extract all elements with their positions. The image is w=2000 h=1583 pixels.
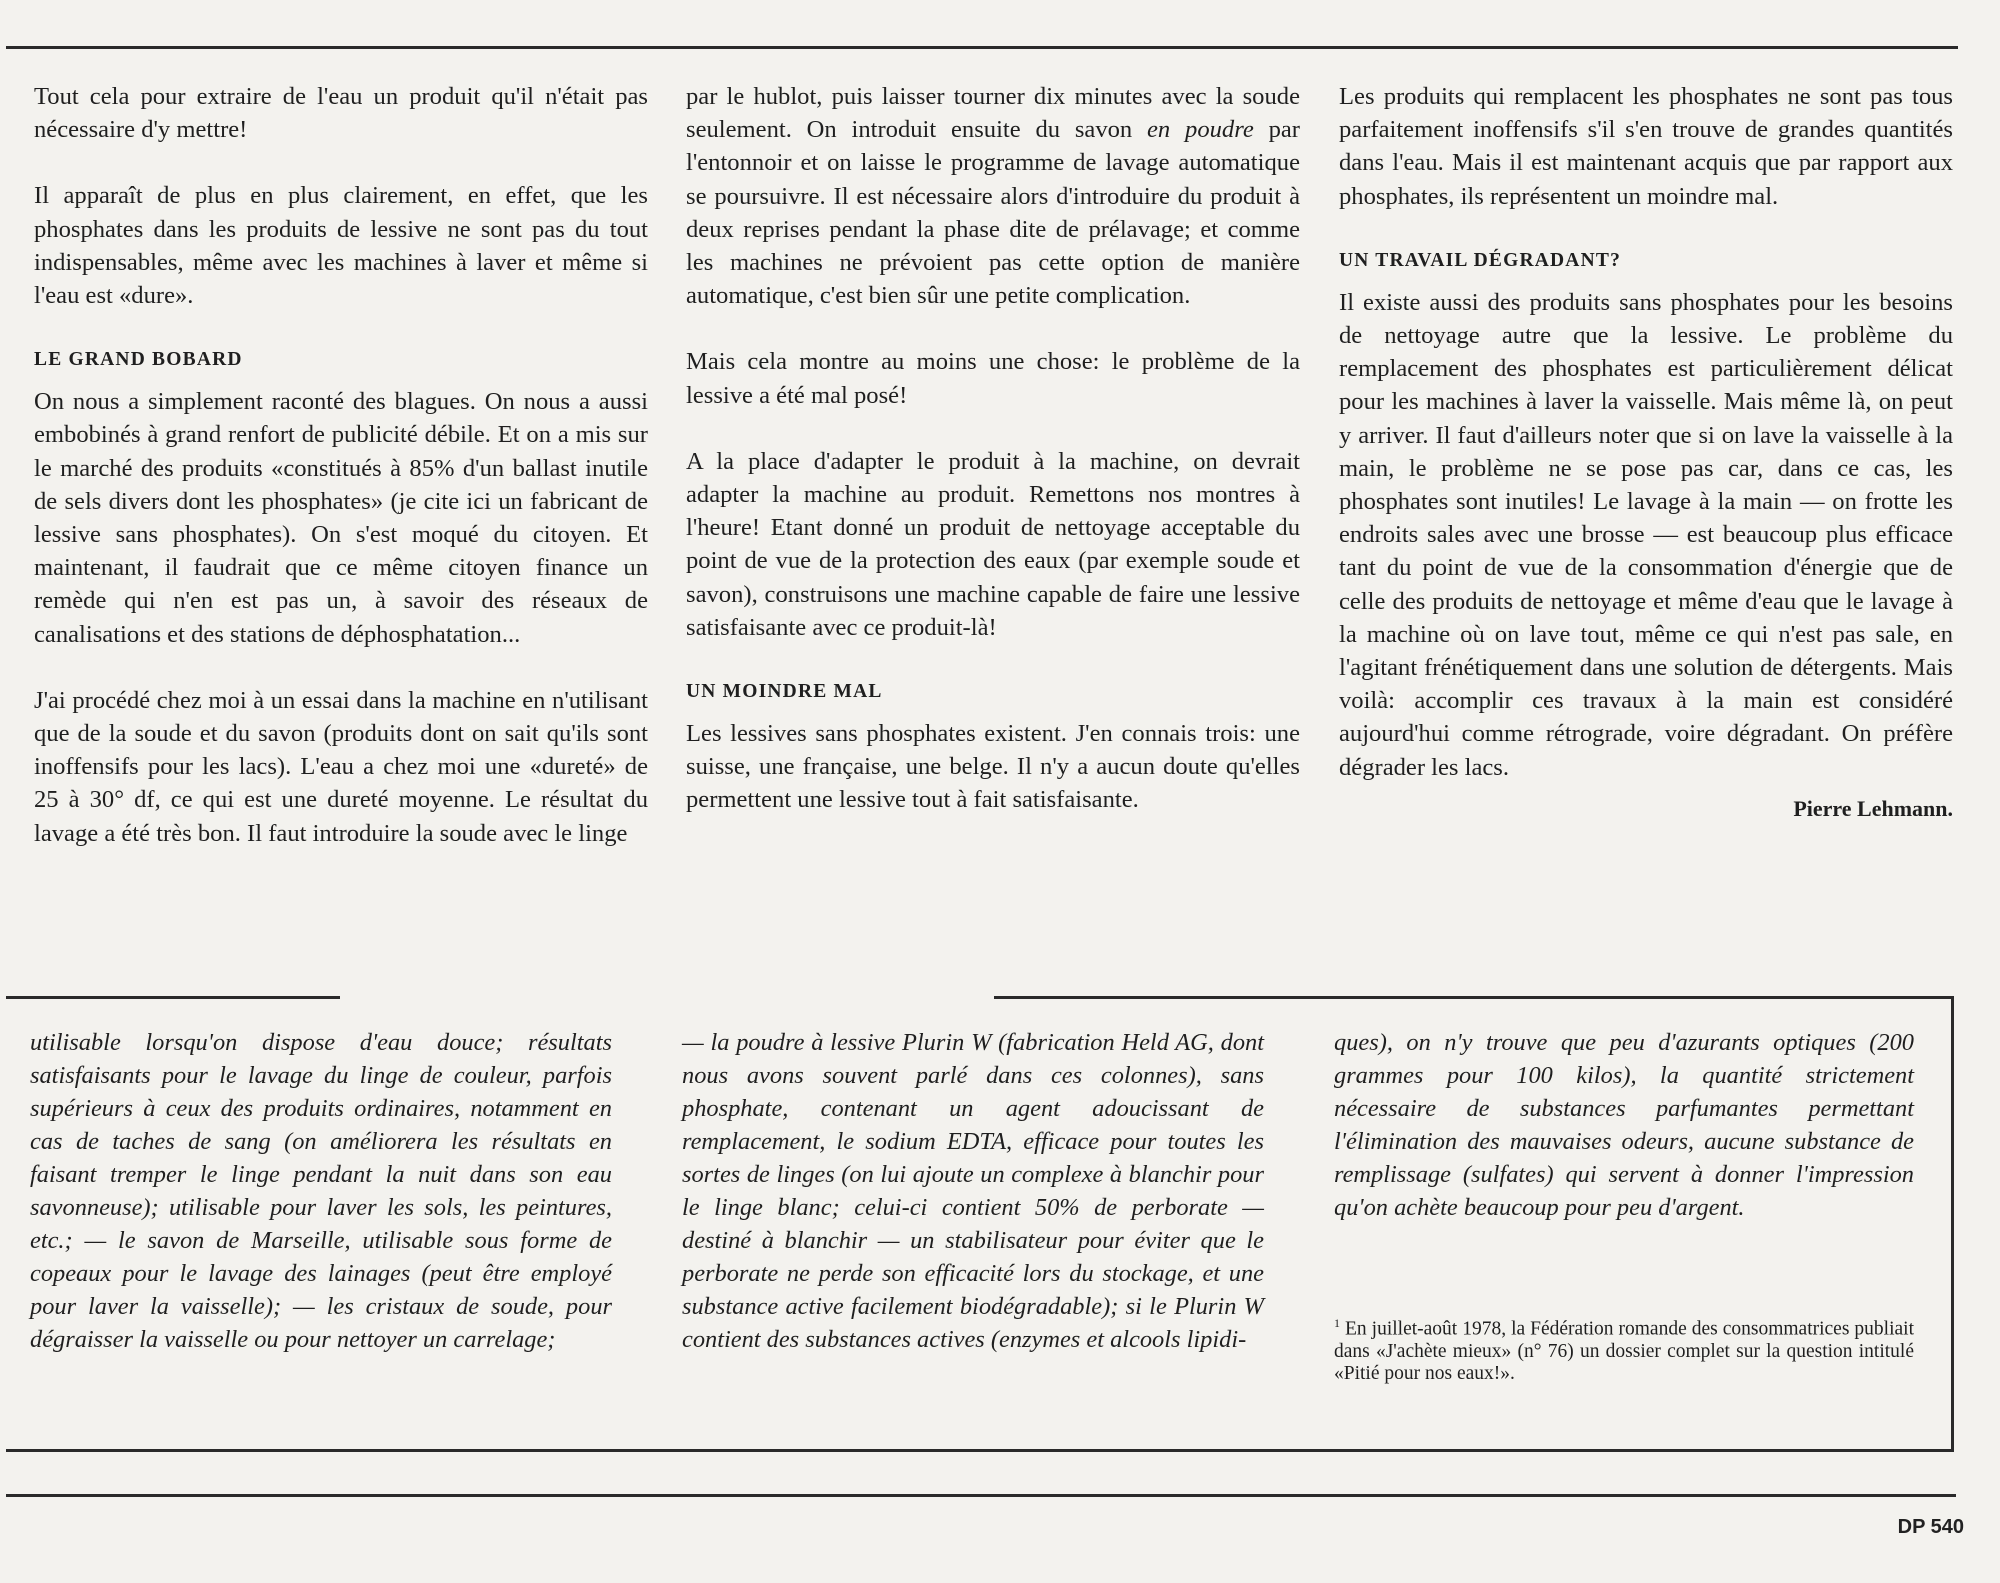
author-signature: Pierre Lehmann. — [1793, 795, 1953, 821]
sidebar-text: — la poudre à lessive Plurin W (fabrication Held AG, dont nous avons souvent parlé dans ces colonnes), sans phosphate, contenant un agent adoucissant de remplacement, le sodium EDTA, efficace pour toutes les sortes de linges (on lui ajoute un complexe à blanchir pour le linge blanc; celui-ci contient 50% de perborate — destiné à blanchir — un stabilisateur pour éviter que le perborate ne perde son efficacité lors du stockage, et une substance active facilement biodégradable); si le Plurin W contient des substances actives (enzymes et alcools lipidi- — [682, 1029, 1264, 1353]
article-column-1 — [34, 80, 648, 850]
paragraph: J'ai procédé chez moi à un essai dans la machine en n'utilisant que de la soude et du savon (produits dont on sait qu'ils sont inoffensifs pour les lacs). L'eau a chez moi une «dureté» de 25 à 30° df, ce qui est une dureté moyenne. Le résultat du lavage a été très bon. Il faut introduire la soude avec le linge — [34, 686, 648, 847]
paragraph-text: par le hublot, puis laisser tourner dix minutes avec la soude seulement. On introduit ensuite du savon — [686, 83, 1300, 144]
paragraph: Les lessives sans phosphates existent. J'en connais trois: une suisse, une française, une belge. Il n'y a aucun doute qu'elles permettent une lessive tout à fait satisfaisante. — [686, 720, 1300, 814]
paragraph: Il apparaît de plus en plus clairement, en effet, que les phosphates dans les produits de lessive ne sont pas du tout indispensables, même avec les machines à laver et même si l'eau est «dure». — [34, 182, 648, 310]
article-column-2 — [686, 80, 1300, 817]
footnote-mark: 1 — [1334, 1316, 1340, 1330]
sidebar-text: utilisable lorsqu'on dispose d'eau douce; résultats satisfaisants pour le lavage du linge de couleur, parfois supérieurs à ceux des produits ordinaires, notamment en cas de taches de sang (on améliorera les résultats en faisant tremper le linge pendant la nuit dans son eau savonneuse); utilisable pour laver les sols, les peintures, etc.; — le savon de Marseille, utilisable sous forme de copeaux pour le lavage des lainages (peut être employé pour laver la vaisselle); — les cristaux de soude, pour dégraisser la vaisselle ou pour nettoyer un carrelage; — [30, 1029, 612, 1353]
footnote-text: En juillet-août 1978, la Fédération romande des consommatrices publiait dans «J'achète mieux» (n° 76) un dossier complet sur la question intitulé «Pitié pour nos eaux!». — [1334, 1318, 1914, 1384]
section-heading: UN TRAVAIL DÉGRADANT? — [1339, 249, 1622, 271]
sidebar-column-3 — [1334, 1026, 1914, 1224]
article-column-3 — [1339, 80, 1953, 825]
top-rule — [6, 46, 1958, 49]
footnote — [1334, 1312, 1914, 1385]
paragraph: Mais cela montre au moins une chose: le problème de la lessive a été mal posé! — [686, 348, 1300, 409]
footer-rule — [6, 1494, 1956, 1497]
section-heading: UN MOINDRE MAL — [686, 681, 883, 703]
sidebar-bottom-rule — [6, 1449, 996, 1452]
section-heading: LE GRAND BOBARD — [34, 349, 243, 371]
paragraph: Il existe aussi des produits sans phosphates pour les besoins de nettoyage autre que la lessive. Le problème du remplacement des phosphates est particulièrement délicat pour les machines à laver la vaisselle. Mais même là, on peut y arriver. Il faut d'ailleurs noter que si on lave la vaisselle à la main, le problème ne se pose pas car, dans ce cas, les phosphates sont inutiles! Le lavage à la main — on frotte les endroits sales avec une brosse — est beaucoup plus efficace tant du point de vue de la consommation d'énergie que de celle des produits de nettoyage et même d'eau que le lavage à la machine où on lave tout, même ce qui n'est pas sale, en l'agitant frénétiquement dans une solution de détergents. Mais voilà: accomplir ces travaux à la main est considéré aujourd'hui comme rétrograde, voire dégradant. On préfère dégrader les lacs. — [1339, 288, 1953, 781]
paragraph: Les produits qui remplacent les phosphates ne sont pas tous parfaitement inoffensifs s'il s'en trouve de grandes quantités dans l'eau. Mais il est maintenant acquis que par rapport aux phosphates, ils représentent un moindre mal. — [1339, 83, 1953, 210]
emphasis-text: en poudre — [1147, 116, 1254, 144]
sidebar-column-1 — [30, 1026, 612, 1356]
page-number: DP 540 — [1897, 1516, 1964, 1538]
sidebar-left-short-rule — [6, 996, 340, 999]
sidebar-column-2 — [682, 1026, 1264, 1356]
sidebar-text: ques), on n'y trouve que peu d'azurants optiques (200 grammes pour 100 kilos), la quantité strictement nécessaire de substances parfumantes permettant l'élimination des mauvaises odeurs, aucune substance de remplissage (sulfates) qui servent à donner l'impression qu'on achète beaucoup pour peu d'argent. — [1334, 1029, 1914, 1221]
paragraph: On nous a simplement raconté des blagues. On nous a aussi embobinés à grand renfort de publicité débile. Et on a mis sur le marché des produits «constitués à 85% d'un ballast inutile de sels divers dont les phosphates» (je cite ici un fabricant de lessive sans phosphates). On s'est moqué du citoyen. Et maintenant, il faudrait que ce même citoyen finance un remède qui n'en est pas un, à savoir des réseaux de canalisations et des stations de déphosphatation... — [34, 388, 648, 648]
paragraph — [686, 80, 1300, 312]
paragraph: Tout cela pour extraire de l'eau un produit qu'il n'était pas nécessaire d'y mettre! — [34, 83, 648, 144]
paragraph: A la place d'adapter le produit à la machine, on devrait adapter la machine au produit. Remettons nos montres à l'heure! Etant donné un produit de nettoyage acceptable du point de vue de la protection des eaux (par exemple soude et savon), construisons une machine capable de faire une lessive satisfaisante avec ce produit-là! — [686, 447, 1300, 641]
paragraph-text: par l'entonnoir et on laisse le programme de lavage automatique se poursuivre. Il est nécessaire alors d'introduire du produit à deux reprises pendant la phase dite de prélavage; et comme les machines ne prévoient pas cette option de manière automatique, c'est bien sûr une petite complication. — [686, 116, 1300, 310]
